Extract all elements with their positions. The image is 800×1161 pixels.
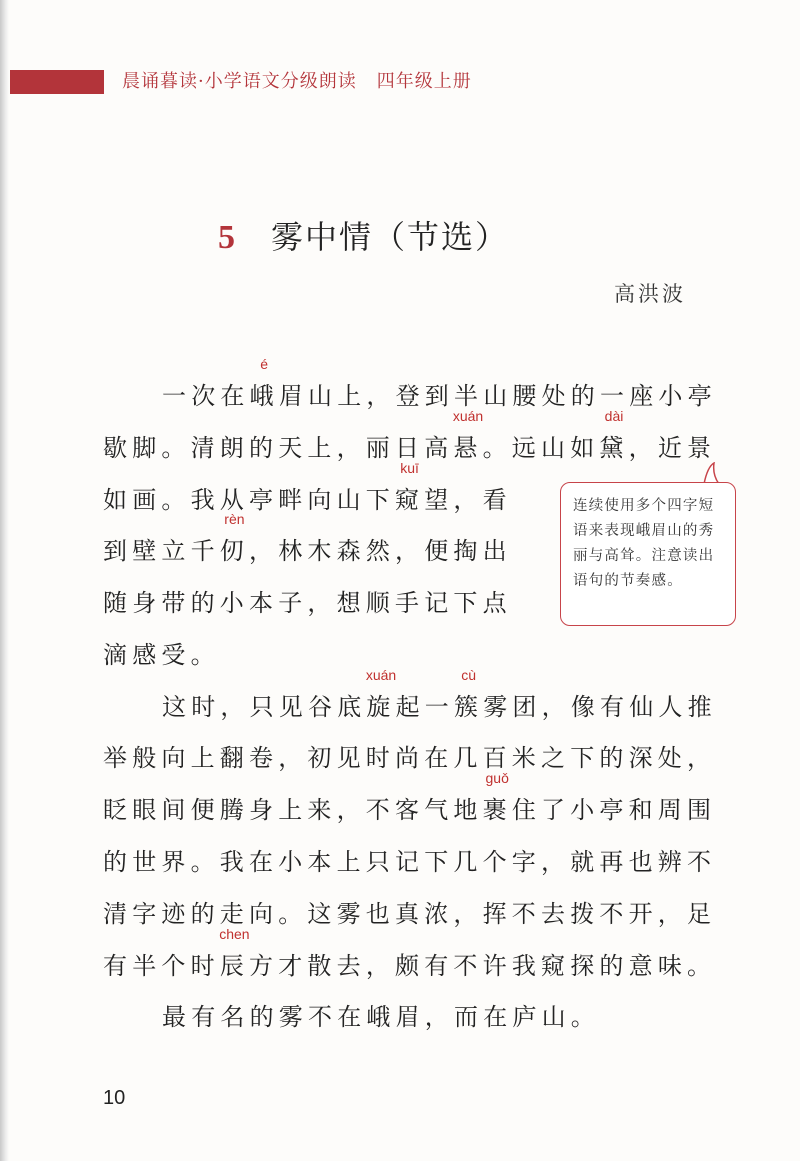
annotated-char: chen 辰 [219, 926, 250, 980]
annotated-char: kuī 窥 [395, 460, 425, 514]
text-line: 举般向上翻卷，初见时尚在几百米之下的深处， [103, 744, 717, 772]
pinyin: xuán [365, 667, 397, 683]
header [122, 70, 472, 94]
lesson-number: 5 [218, 219, 235, 256]
pinyin: guǒ [485, 770, 509, 786]
lesson-name: 雾中情（节选） [271, 218, 510, 256]
text-line: 这时，只见谷底 xuán 旋起一 cù 簇雾团，像有仙人推 [162, 687, 717, 727]
pinyin: chen [219, 926, 250, 942]
pinyin: xuán [452, 408, 484, 424]
page-binding-edge [0, 0, 9, 1161]
annotation-box: 连续使用多个四字短语来表现峨眉山的秀丽与高耸。注意读出语句的节奏感。 [560, 482, 736, 626]
annotated-char: é 峨 [249, 356, 279, 410]
note-pointer [700, 462, 720, 484]
text-line: 眨眼间便腾身上来，不客气地 guǒ 裹住了小亭和周围 [103, 790, 716, 830]
header-color-bar [10, 70, 104, 94]
annotated-char: xuán 旋 [365, 667, 397, 721]
text-line: 的世界。我在小本上只记下几个字，就再也辨不 [103, 848, 717, 876]
annotated-char: guǒ 裹 [482, 770, 512, 824]
pinyin: cù [461, 667, 477, 683]
text-line: 最有名的雾不在峨眉，而在庐山。 [162, 1003, 600, 1031]
text-line: 有半个时 chen 辰方才散去，颇有不许我窥探的意味。 [103, 946, 716, 986]
text-line: 歇脚。清朗的天上，丽日高 xuán 悬。远山如 dài 黛，近景 [103, 428, 716, 468]
text-line: 滴感受。 [103, 641, 220, 669]
pinyin: rèn [224, 511, 245, 527]
annotated-char: rèn 仞 [219, 511, 250, 565]
text-line: 清字迹的走向。这雾也真浓，挥不去拨不开，足 [103, 900, 717, 928]
text-line: 到壁立千 rèn 仞，林木森然，便掏出 [103, 531, 512, 571]
pinyin: é [260, 356, 269, 372]
annotated-char: dài 黛 [599, 408, 629, 462]
pinyin: kuī [400, 460, 419, 476]
annotated-char: xuán 悬 [452, 408, 484, 462]
author-name: 高洪波 [614, 282, 686, 306]
text-line: 一次在 é 峨眉山上，登到半山腰处的一座小亭 [162, 376, 717, 416]
grade-label: 四年级上册 [376, 71, 472, 92]
lesson-title [218, 212, 509, 262]
series-title: 晨诵暮读·小学语文分级朗读 [122, 71, 357, 92]
page-number: 10 [103, 1087, 126, 1109]
pinyin: dài [604, 408, 624, 424]
annotated-char: cù 簇 [454, 667, 484, 721]
text-line: 随身带的小本子，想顺手记下点 [103, 589, 512, 617]
text-line: 如画。我从亭畔向山下 kuī 窥望，看 [103, 480, 512, 520]
